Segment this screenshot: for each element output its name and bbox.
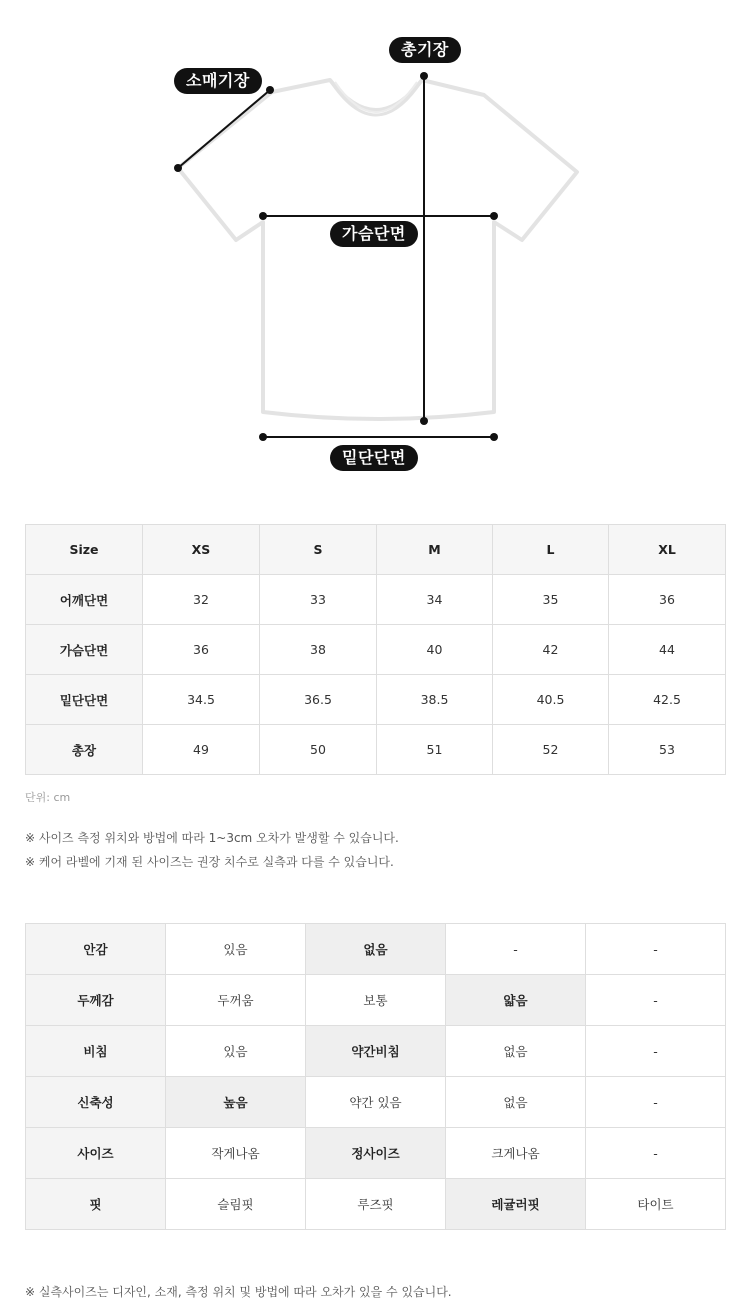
size-value-cell: 38.5 bbox=[377, 675, 493, 725]
size-header-label: Size bbox=[26, 525, 143, 575]
table-row bbox=[26, 1128, 726, 1179]
size-value-cell: 40 bbox=[377, 625, 493, 675]
row-label: 가슴단면 bbox=[26, 625, 143, 675]
size-value-cell: 40.5 bbox=[493, 675, 609, 725]
attribute-label: 사이즈 bbox=[26, 1128, 166, 1179]
attribute-option: 약간 있음 bbox=[306, 1077, 446, 1128]
attribute-option: 작게나옴 bbox=[166, 1128, 306, 1179]
size-value-cell: 44 bbox=[609, 625, 726, 675]
attribute-option: - bbox=[586, 924, 726, 975]
attribute-option-selected: 없음 bbox=[306, 924, 446, 975]
size-diagram bbox=[0, 0, 750, 490]
size-value-cell: 36.5 bbox=[260, 675, 377, 725]
attribute-option: 없음 bbox=[446, 1077, 586, 1128]
sleeve-measure-line bbox=[178, 90, 270, 168]
table-row bbox=[26, 675, 726, 725]
row-label: 밑단단면 bbox=[26, 675, 143, 725]
row-label: 어깨단면 bbox=[26, 575, 143, 625]
size-header-cell: XL bbox=[609, 525, 726, 575]
size-header-row bbox=[26, 525, 726, 575]
size-value-cell: 49 bbox=[143, 725, 260, 775]
size-value-cell: 52 bbox=[493, 725, 609, 775]
size-table bbox=[25, 524, 726, 775]
size-header-cell: S bbox=[260, 525, 377, 575]
attribute-option-selected: 약간비침 bbox=[306, 1026, 446, 1077]
size-header-cell: M bbox=[377, 525, 493, 575]
table-row bbox=[26, 725, 726, 775]
size-value-cell: 36 bbox=[609, 575, 726, 625]
attribute-option: - bbox=[586, 1026, 726, 1077]
attribute-option-selected: 레귤러핏 bbox=[446, 1179, 586, 1230]
attribute-option: 두꺼움 bbox=[166, 975, 306, 1026]
table-row bbox=[26, 1026, 726, 1077]
attribute-option: 보통 bbox=[306, 975, 446, 1026]
size-value-cell: 35 bbox=[493, 575, 609, 625]
size-value-cell: 34.5 bbox=[143, 675, 260, 725]
footnote: ※ 실측사이즈는 디자인, 소재, 측정 위치 및 방법에 따라 오차가 있을 수 있습니다. bbox=[25, 1285, 452, 1299]
attribute-option: 있음 bbox=[166, 1026, 306, 1077]
size-header-cell: XS bbox=[143, 525, 260, 575]
measurement-note: ※ 사이즈 측정 위치와 방법에 따라 1~3cm 오차가 발생할 수 있습니다. bbox=[25, 831, 399, 845]
attribute-label: 핏 bbox=[26, 1179, 166, 1230]
attribute-option: - bbox=[586, 975, 726, 1026]
unit-label: 단위: cm bbox=[25, 791, 71, 804]
size-value-cell: 51 bbox=[377, 725, 493, 775]
attribute-option-selected: 높음 bbox=[166, 1077, 306, 1128]
sleeve-length-label: 소매기장 bbox=[174, 68, 262, 94]
attribute-option-selected: 얇음 bbox=[446, 975, 586, 1026]
size-header-cell: L bbox=[493, 525, 609, 575]
attribute-option: - bbox=[586, 1077, 726, 1128]
attribute-option: 타이트 bbox=[586, 1179, 726, 1230]
size-value-cell: 50 bbox=[260, 725, 377, 775]
attribute-option: - bbox=[446, 924, 586, 975]
size-value-cell: 42 bbox=[493, 625, 609, 675]
attribute-label: 비침 bbox=[26, 1026, 166, 1077]
size-value-cell: 34 bbox=[377, 575, 493, 625]
table-row bbox=[26, 625, 726, 675]
size-value-cell: 33 bbox=[260, 575, 377, 625]
attribute-option: 없음 bbox=[446, 1026, 586, 1077]
attribute-option: 루즈핏 bbox=[306, 1179, 446, 1230]
attribute-option: 크게나옴 bbox=[446, 1128, 586, 1179]
attribute-option: 있음 bbox=[166, 924, 306, 975]
attribute-label: 안감 bbox=[26, 924, 166, 975]
hem-width-label: 밑단단면 bbox=[330, 445, 418, 471]
attribute-option: 슬림핏 bbox=[166, 1179, 306, 1230]
attribute-option-selected: 정사이즈 bbox=[306, 1128, 446, 1179]
care-label-note: ※ 케어 라벨에 기재 된 사이즈는 권장 치수로 실측과 다를 수 있습니다. bbox=[25, 855, 394, 869]
size-value-cell: 42.5 bbox=[609, 675, 726, 725]
chest-width-label: 가슴단면 bbox=[330, 221, 418, 247]
table-row bbox=[26, 1179, 726, 1230]
attribute-label: 신축성 bbox=[26, 1077, 166, 1128]
table-row bbox=[26, 975, 726, 1026]
size-value-cell: 36 bbox=[143, 625, 260, 675]
table-row bbox=[26, 575, 726, 625]
size-value-cell: 38 bbox=[260, 625, 377, 675]
attribute-option: - bbox=[586, 1128, 726, 1179]
size-value-cell: 53 bbox=[609, 725, 726, 775]
table-row bbox=[26, 924, 726, 975]
table-row bbox=[26, 1077, 726, 1128]
size-value-cell: 32 bbox=[143, 575, 260, 625]
attribute-table bbox=[25, 923, 726, 1230]
attribute-label: 두께감 bbox=[26, 975, 166, 1026]
total-length-label: 총기장 bbox=[389, 37, 461, 63]
row-label: 총장 bbox=[26, 725, 143, 775]
